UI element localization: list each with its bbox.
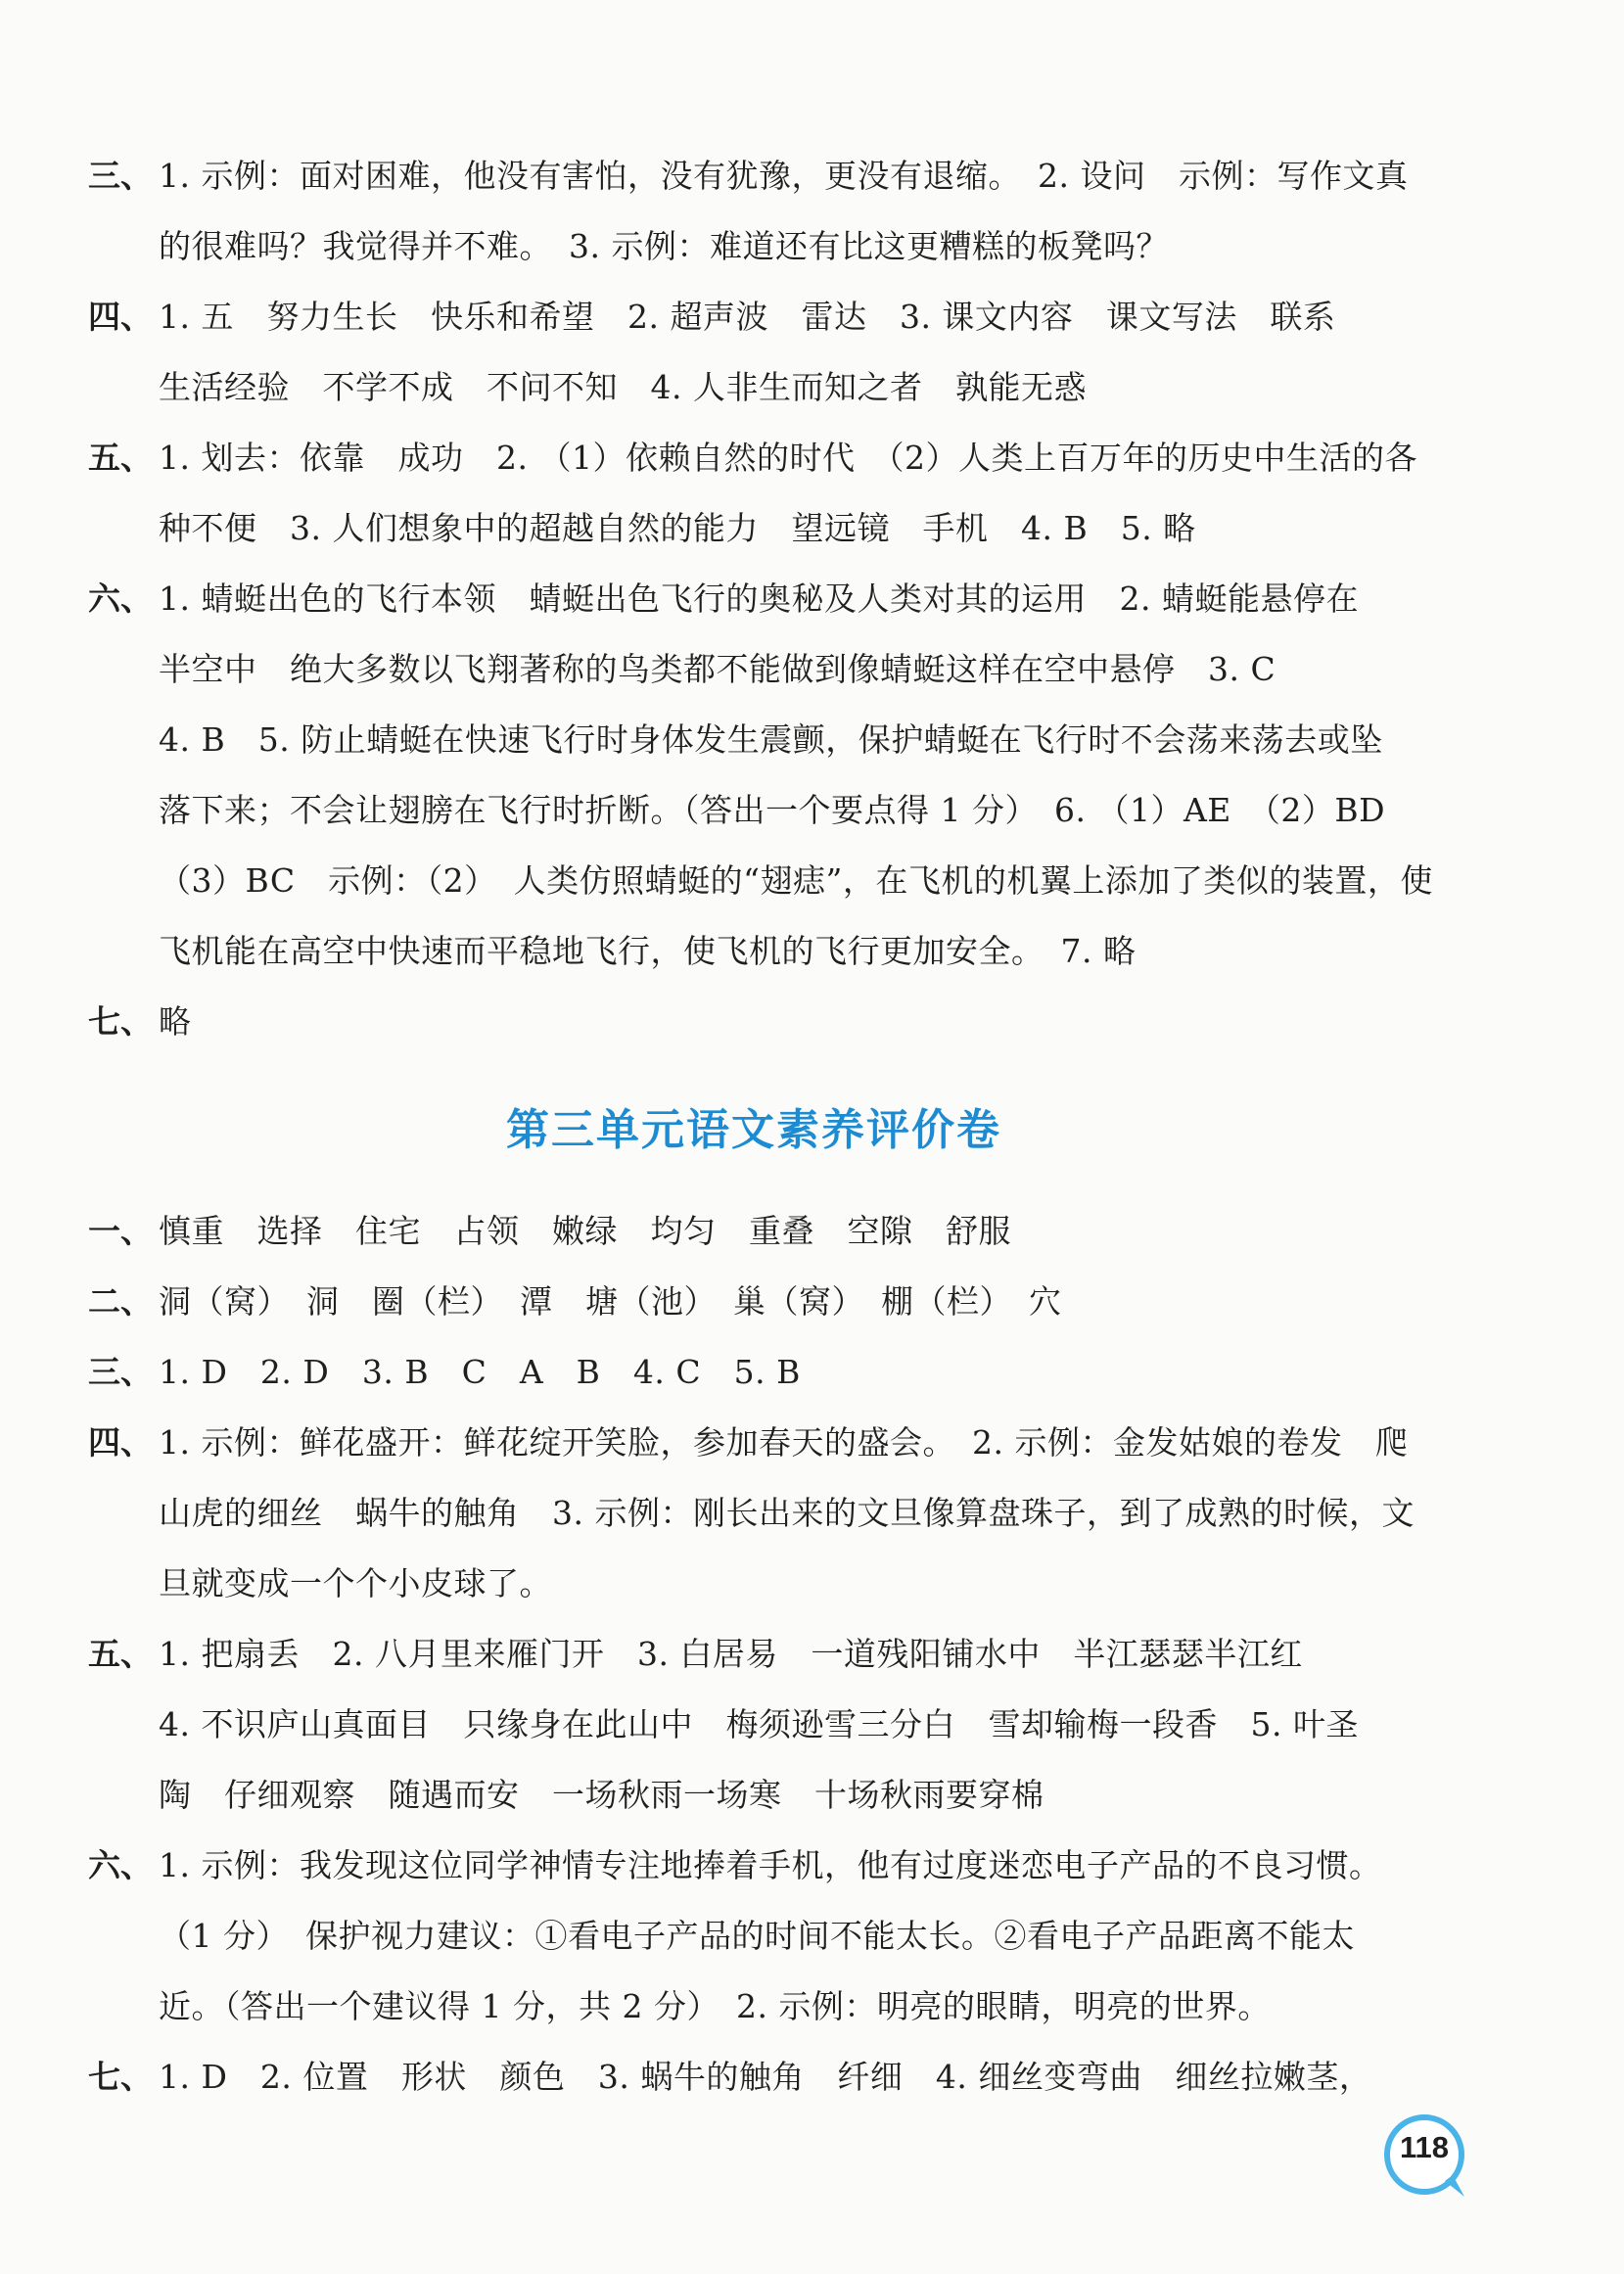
answer-line	[88, 1690, 1439, 1760]
answer-line	[88, 987, 1439, 1057]
answer-line	[88, 1760, 1439, 1831]
question-number: 四、	[88, 1423, 153, 1462]
answer-line	[88, 705, 1439, 775]
answer-text: 半空中 绝大多数以飞翔著称的鸟类都不能做到像蜻蜓这样在空中悬停 3. C	[159, 650, 1276, 688]
answer-line	[88, 775, 1439, 846]
answer-text: 洞（窝） 洞 圈（栏） 潭 塘（池） 巢（窝） 棚（栏） 穴	[159, 1282, 1062, 1321]
answer-text: 1. 蜻蜓出色的飞行本领 蜻蜓出色飞行的奥秘及人类对其的运用 2. 蜻蜓能悬停在	[159, 580, 1359, 618]
answer-text: 1. 示例：我发现这位同学神情专注地捧着手机，他有过度迷恋电子产品的不良习惯。	[159, 1846, 1382, 1884]
answer-text: 4. 不识庐山真面目 只缘身在此山中 梅须逊雪三分白 雪却输梅一段香 5. 叶圣	[159, 1705, 1359, 1743]
answer-line	[88, 1337, 1439, 1408]
question-number: 七、	[88, 1002, 153, 1041]
answer-text: 1. 划去：依靠 成功 2. （1）依赖自然的时代 （2）人类上百万年的历史中生活的各	[159, 439, 1417, 477]
answer-text: 略	[159, 1002, 192, 1041]
page-number: 118	[1399, 2130, 1449, 2164]
answer-line	[88, 634, 1439, 705]
answer-text: （3）BC 示例：（2） 人类仿照蜻蜓的“翅痣”，在飞机的机翼上添加了类似的装置，使	[159, 861, 1433, 900]
answer-line	[88, 1267, 1439, 1337]
answer-text: 近。（答出一个建议得 1 分，共 2 分） 2. 示例：明亮的眼睛，明亮的世界。	[159, 1987, 1271, 2025]
answer-line	[88, 211, 1439, 282]
answer-line	[88, 1549, 1439, 1619]
answer-text: 生活经验 不学不成 不问不知 4. 人非生而知之者 孰能无惑	[159, 368, 1087, 406]
answer-line	[88, 1196, 1439, 1267]
answer-line	[88, 141, 1439, 211]
answer-text: 1. 示例：鲜花盛开：鲜花绽开笑脸，参加春天的盛会。 2. 示例：金发姑娘的卷发 爬	[159, 1423, 1409, 1462]
answer-line	[88, 493, 1439, 564]
page-number-badge	[1382, 2112, 1466, 2197]
answer-line	[88, 2042, 1439, 2112]
answer-line	[88, 1831, 1439, 1901]
question-number: 四、	[88, 298, 153, 336]
answer-text: 4. B 5. 防止蜻蜓在快速飞行时身体发生震颤，保护蜻蜓在飞行时不会荡来荡去或坠	[159, 720, 1383, 759]
question-number: 六、	[88, 580, 153, 618]
answer-text: 1. 示例：面对困难，他没有害怕，没有犹豫，更没有退缩。 2. 设问 示例：写作文真	[159, 157, 1409, 195]
answer-line	[88, 423, 1439, 493]
question-number: 一、	[88, 1212, 153, 1250]
answer-text: 种不便 3. 人们想象中的超越自然的能力 望远镜 手机 4. B 5. 略	[159, 509, 1196, 547]
answer-text: 飞机能在高空中快速而平稳地飞行，使飞机的飞行更加安全。 7. 略	[159, 932, 1137, 970]
answer-line	[88, 1408, 1439, 1478]
answer-text: 旦就变成一个个小皮球了。	[159, 1564, 552, 1602]
unit2-answers	[88, 141, 1439, 1057]
question-number: 三、	[88, 157, 153, 195]
answer-text: 1. D 2. 位置 形状 颜色 3. 蜗牛的触角 纤细 4. 细丝变弯曲 细丝拉嫩茎，	[159, 2058, 1372, 2096]
answer-line	[88, 1901, 1439, 1972]
answer-line	[88, 916, 1439, 987]
answer-line	[88, 1972, 1439, 2042]
answer-text: 山虎的细丝 蜗牛的触角 3. 示例：刚长出来的文旦像算盘珠子，到了成熟的时候，文	[159, 1494, 1415, 1532]
answer-line	[88, 1478, 1439, 1549]
answer-text: 1. 五 努力生长 快乐和希望 2. 超声波 雷达 3. 课文内容 课文写法 联系	[159, 298, 1336, 336]
question-number: 六、	[88, 1846, 153, 1884]
answer-line	[88, 352, 1439, 423]
section-title: 第三单元语文素养评价卷	[506, 1105, 1001, 1155]
answer-line	[88, 1619, 1439, 1690]
question-number: 二、	[88, 1282, 153, 1321]
question-number: 五、	[88, 439, 153, 477]
answer-text: 的很难吗？我觉得并不难。 3. 示例：难道还有比这更糟糕的板凳吗？	[159, 227, 1169, 265]
question-number: 三、	[88, 1353, 153, 1391]
answer-text: 落下来；不会让翅膀在飞行时折断。（答出一个要点得 1 分） 6. （1）AE （2）BD	[159, 791, 1386, 829]
answer-line	[88, 282, 1439, 352]
answer-text: 1. D 2. D 3. B C A B 4. C 5. B	[159, 1353, 801, 1391]
answer-line	[88, 846, 1439, 916]
answer-text: 1. 把扇丢 2. 八月里来雁门开 3. 白居易 一道残阳铺水中 半江瑟瑟半江红	[159, 1635, 1303, 1673]
answer-text: 慎重 选择 住宅 占领 嫩绿 均匀 重叠 空隙 舒服	[159, 1212, 1011, 1250]
question-number: 五、	[88, 1635, 153, 1673]
answer-text: （1 分） 保护视力建议：①看电子产品的时间不能太长。②看电子产品距离不能太	[159, 1917, 1355, 1955]
answer-line	[88, 564, 1439, 634]
question-number: 七、	[88, 2058, 153, 2096]
unit3-answers	[88, 1196, 1439, 2112]
answer-text: 陶 仔细观察 随遇而安 一场秋雨一场寒 十场秋雨要穿棉	[159, 1776, 1044, 1814]
